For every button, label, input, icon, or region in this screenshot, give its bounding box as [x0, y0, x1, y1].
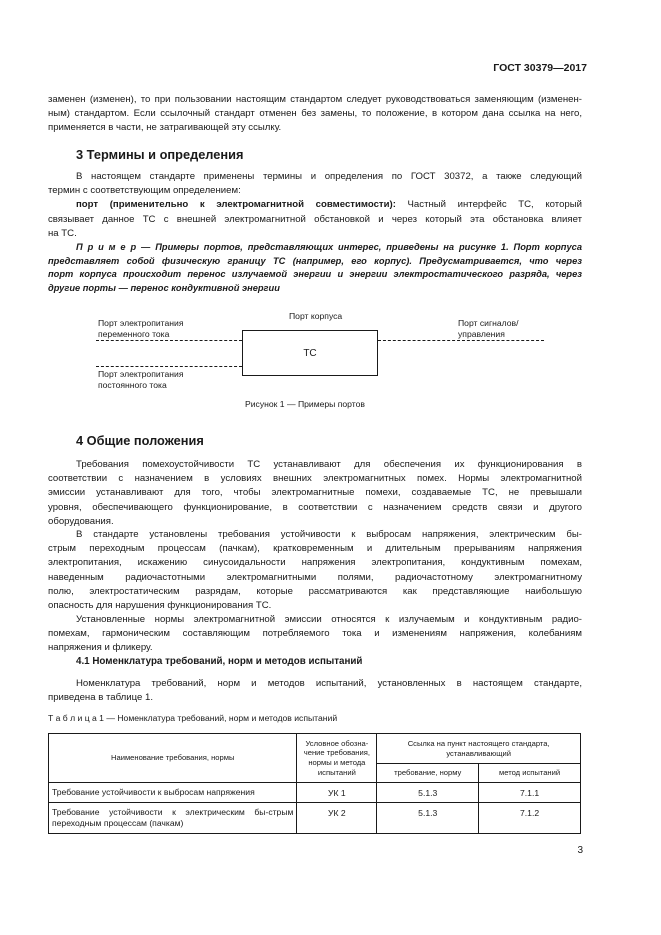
dc-port-line	[96, 366, 242, 367]
example-note	[48, 241, 582, 295]
enclosure-port-label: Порт корпуса	[289, 311, 343, 321]
ac-port-label	[98, 318, 183, 340]
note-label: П р и м е р	[76, 242, 137, 252]
text-line: Требования помехоустойчивости ТС устанавливают для обеспечения их функционирования в	[76, 459, 582, 470]
section-4-paragraph-3	[48, 613, 582, 656]
table-row	[49, 803, 581, 834]
text-line: другие порты — перенос кондуктивной энергии	[48, 282, 280, 293]
section-3-title: 3 Термины и определения	[76, 147, 244, 162]
text-line: уровня, обеспечивающего функционирование, в соответствии с назначением средств связи и другого	[48, 501, 582, 513]
label-line: постоянного тока	[98, 380, 167, 390]
text-line: полю, электростатическим разрядам, которые рассматриваются как представляющие наибольшую	[48, 585, 582, 597]
text-line: на ТС.	[48, 227, 77, 239]
text-line: В стандарте установлены требования устойчивости к выбросам напряжения, электрическим бы-	[76, 529, 582, 540]
text-line: применяется в части, не затрагивающей эту ссылку.	[48, 122, 282, 134]
text-line: ным) стандартом. Если ссылочный стандарт отменен без замены, то положение, в котором дана ссылка на него,	[48, 108, 582, 120]
document-code: ГОСТ 30379—2017	[493, 62, 587, 74]
text-line: наведенным радиочастотными электромагнитными полями, радиочастотному электромагнитному	[48, 571, 582, 583]
text-line: В настоящем стандарте применены термины и определения по ГОСТ 30372, а также следующий	[76, 171, 582, 182]
text-line: опасность для нарушения функционирования ТС.	[48, 600, 272, 612]
text-line: приведена в таблице 1.	[48, 692, 154, 704]
text-line: термин с соответствующим определением:	[48, 185, 241, 197]
intro-paragraph	[48, 93, 582, 136]
text-line: оборудования.	[48, 515, 114, 527]
text-line: стрым переходным процессам (пачкам), кратковременным и длительным прерываниям напряжения	[48, 543, 582, 555]
cell-requirement: 5.1.3	[377, 803, 479, 834]
label-line: Порт сигналов/	[458, 318, 519, 328]
cell-method: 7.1.2	[479, 803, 581, 834]
ac-port-line	[96, 340, 242, 341]
figure-caption: Рисунок 1 — Примеры портов	[245, 399, 365, 409]
label-line: Порт электропитания	[98, 318, 184, 328]
section-4-paragraph-2	[48, 528, 582, 613]
text-line: напряжения и фликеру.	[48, 642, 153, 654]
cell-code: УК 1	[297, 783, 377, 803]
cell-method: 7.1.1	[479, 783, 581, 803]
cell-code: УК 2	[297, 803, 377, 834]
text-line	[48, 241, 582, 255]
text-line: электропитания, искажению синусоидальности напряжения электропитания, кондуктивным помехам,	[48, 557, 582, 569]
table-caption-text: — Номенклатура требований, норм и методов испытаний	[103, 713, 338, 723]
dc-port-label	[98, 369, 183, 391]
term-name: порт (применительно к электромагнитной совместимости):	[76, 199, 396, 211]
label-line: Порт электропитания	[98, 369, 184, 379]
label-line: переменного тока	[98, 329, 170, 339]
text-line: эмиссии устанавливают для того, чтобы электромагнитные помехи, создаваемые ТС, не превышали	[48, 487, 582, 499]
text-line: помехам, гармоническим составляющим потребляемого тока и изменениям напряжения, колебаниям	[48, 628, 582, 640]
table-header-row	[49, 734, 581, 764]
table-row	[49, 783, 581, 803]
header-method: метод испытаний	[479, 764, 581, 783]
section-4-1-title: 4.1 Номенклатура требований, норм и методов испытаний	[76, 656, 363, 667]
text-line: Номенклатура требований, норм и методов испытаний, установленных в настоящем стандарте,	[76, 678, 582, 689]
term-definition-start: Частный интерфейс ТС, который	[395, 199, 582, 211]
section-4-1-paragraph	[48, 677, 582, 705]
requirements-table	[48, 733, 581, 834]
text-line: представляет собой физическую границу ТС (например, его корпус). Предусматривается, что через	[48, 255, 582, 266]
term-line	[48, 198, 582, 212]
header-requirement: требование, норму	[377, 764, 479, 783]
note-text: — Примеры портов, представляющих интерес, приведены на рисунке 1. Порт корпуса	[136, 242, 582, 252]
device-label: ТС	[303, 347, 317, 359]
text-line: связывает данное ТС с внешней электромагнитной обстановкой и через который эта обстановка влияет	[48, 213, 582, 225]
cell-name: Требование устойчивости к выбросам напряжения	[49, 783, 297, 803]
header-code: Условное обозна-чение требования, нормы и метода испытаний	[297, 734, 377, 783]
section-3-paragraph	[48, 170, 582, 241]
label-line: управления	[458, 329, 505, 339]
section-4-title: 4 Общие положения	[76, 433, 204, 448]
page-number: 3	[577, 845, 583, 856]
header-name: Наименование требования, нормы	[49, 734, 297, 783]
signal-port-line	[378, 340, 544, 341]
cell-name: Требование устойчивости к электрическим бы-стрым переходным процессам (пачкам)	[49, 803, 297, 834]
cell-requirement: 5.1.3	[377, 783, 479, 803]
text-line: заменен (изменен), то при пользовании настоящим стандартом следует руководствоваться заменяющим (изменен-	[48, 94, 582, 105]
header-reference: Ссылка на пункт настоящего стандарта, устанавливающий	[377, 734, 581, 764]
table-caption	[48, 713, 337, 723]
signal-port-label	[458, 318, 518, 340]
text-line: Установленные нормы электромагнитной эмиссии относятся к излучаемым и кондуктивным радио-	[76, 614, 582, 625]
text-line: соответствии с назначением в условиях внешних электромагнитных помех. Нормы электромагнитной	[48, 473, 582, 485]
device-box	[242, 330, 378, 376]
text-line: порт корпуса происходит перенос излучаемой энергии и энергии электростатического разряда, через	[48, 269, 582, 280]
section-4-paragraph-1	[48, 458, 582, 529]
table-caption-label: Т а б л и ц а 1	[48, 713, 104, 723]
